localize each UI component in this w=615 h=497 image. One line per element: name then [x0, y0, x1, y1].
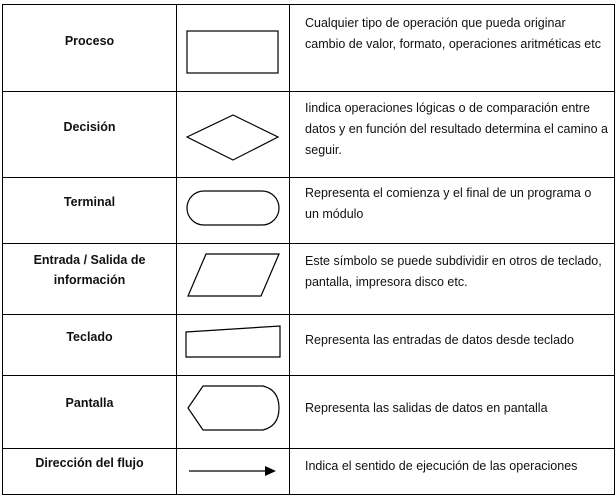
table-row — [3, 315, 615, 376]
symbol-name-cell — [3, 244, 177, 315]
symbol-name: Dirección del flujo — [35, 456, 144, 470]
symbol-name-cell — [3, 449, 177, 495]
description-cell — [290, 178, 615, 244]
flowchart-symbols-table — [2, 4, 615, 495]
symbol-description: Cualquier tipo de operación que pueda originar cambio de valor, formato, operaciones aritméticas etc — [305, 16, 601, 51]
symbol-name-cell — [3, 178, 177, 244]
description-cell — [290, 376, 615, 449]
table-row — [3, 5, 615, 92]
description-cell — [290, 92, 615, 178]
description-cell — [290, 244, 615, 315]
table-row — [3, 178, 615, 244]
description-cell — [290, 449, 615, 495]
table-row — [3, 449, 615, 495]
table-row — [3, 376, 615, 449]
symbol-cell — [177, 376, 290, 449]
symbol-name: Decisión — [63, 120, 116, 134]
symbol-name: Entrada / Salida de información — [33, 253, 146, 287]
symbol-name: Pantalla — [65, 396, 114, 410]
symbol-description: Iindica operaciones lógicas o de comparación entre datos y en función del resultado determina el camino a seguir. — [305, 101, 608, 157]
rounded-terminal-icon — [177, 178, 290, 244]
display-output-icon — [177, 376, 290, 449]
description-cell — [290, 5, 615, 92]
symbol-cell — [177, 178, 290, 244]
symbol-cell — [177, 315, 290, 376]
symbol-cell — [177, 92, 290, 178]
symbol-description: Representa las salidas de datos en pantalla — [305, 401, 548, 415]
symbol-description: Este símbolo se puede subdividir en otros de teclado, pantalla, impresora disco etc. — [305, 254, 602, 289]
symbol-cell — [177, 449, 290, 495]
rectangle-icon — [177, 5, 290, 92]
parallelogram-icon — [177, 244, 290, 315]
table-row — [3, 92, 615, 178]
arrow-right-icon — [177, 449, 290, 495]
symbol-cell — [177, 5, 290, 92]
diamond-icon — [177, 92, 290, 178]
table-row — [3, 244, 615, 315]
symbol-name: Terminal — [63, 195, 116, 209]
symbol-name-cell — [3, 315, 177, 376]
symbol-description: Representa el comienza y el final de un programa o un módulo — [305, 186, 592, 221]
symbol-name: Proceso — [64, 34, 115, 48]
symbol-name-cell — [3, 92, 177, 178]
symbol-name: Teclado — [66, 330, 113, 344]
description-cell — [290, 315, 615, 376]
symbol-name-cell — [3, 5, 177, 92]
keyboard-input-icon — [177, 315, 290, 376]
symbol-description: Representa las entradas de datos desde teclado — [305, 333, 574, 347]
symbol-description: Indica el sentido de ejecución de las operaciones — [305, 459, 578, 473]
symbol-cell — [177, 244, 290, 315]
symbol-name-cell — [3, 376, 177, 449]
